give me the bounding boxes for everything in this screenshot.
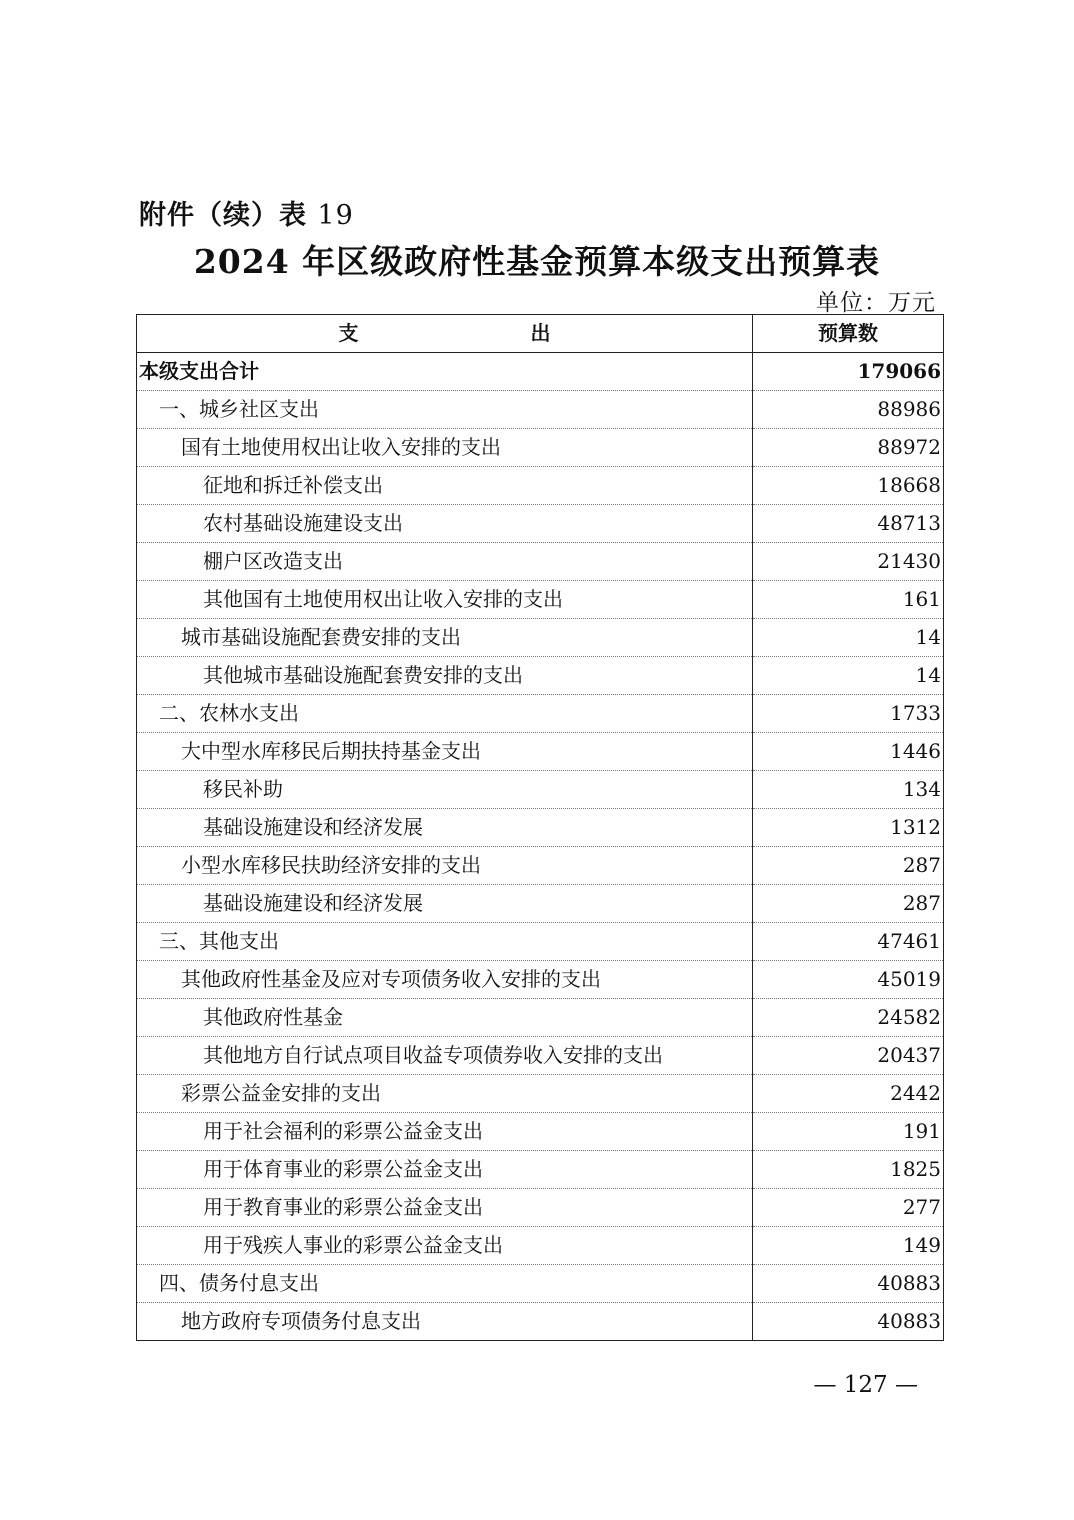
column-header-expenditure-part2: 出 [530, 321, 551, 345]
table-row [137, 1189, 944, 1227]
column-header-expenditure-part1: 支 [338, 321, 359, 345]
table-row [137, 1227, 944, 1265]
table-row [137, 429, 944, 467]
table-row [137, 961, 944, 999]
table-row [137, 619, 944, 657]
row-item-name: 国有土地使用权出让收入安排的支出 [137, 429, 753, 467]
row-item-name: 其他城市基础设施配套费安排的支出 [137, 657, 753, 695]
row-budget-value: 14 [753, 657, 944, 695]
attachment-number: 19 [317, 200, 354, 231]
row-item-name: 用于教育事业的彩票公益金支出 [137, 1189, 753, 1227]
row-budget-value: 287 [753, 847, 944, 885]
row-item-name: 用于残疾人事业的彩票公益金支出 [137, 1227, 753, 1265]
row-item-name: 小型水库移民扶助经济安排的支出 [137, 847, 753, 885]
table-row [137, 809, 944, 847]
table-row [137, 467, 944, 505]
table-header-row [137, 315, 944, 353]
row-budget-value: 179066 [753, 353, 944, 391]
row-item-name: 其他地方自行试点项目收益专项债券收入安排的支出 [137, 1037, 753, 1075]
row-item-name: 其他政府性基金及应对专项债务收入安排的支出 [137, 961, 753, 999]
table-row [137, 923, 944, 961]
row-item-name: 地方政府专项债务付息支出 [137, 1303, 753, 1341]
unit-label: 单位：万元 [816, 290, 936, 316]
row-item-name: 移民补助 [137, 771, 753, 809]
row-item-name: 征地和拆迁补偿支出 [137, 467, 753, 505]
table-row [137, 657, 944, 695]
row-item-name: 用于社会福利的彩票公益金支出 [137, 1113, 753, 1151]
table-row [137, 353, 944, 391]
row-budget-value: 2442 [753, 1075, 944, 1113]
table-row [137, 505, 944, 543]
row-budget-value: 1446 [753, 733, 944, 771]
table-row [137, 1303, 944, 1341]
row-item-name: 其他政府性基金 [137, 999, 753, 1037]
table-row [137, 391, 944, 429]
table-row [137, 1037, 944, 1075]
row-item-name: 用于体育事业的彩票公益金支出 [137, 1151, 753, 1189]
row-budget-value: 1312 [753, 809, 944, 847]
row-budget-value: 47461 [753, 923, 944, 961]
row-item-name: 基础设施建设和经济发展 [137, 809, 753, 847]
row-budget-value: 134 [753, 771, 944, 809]
row-budget-value: 277 [753, 1189, 944, 1227]
row-budget-value: 161 [753, 581, 944, 619]
row-budget-value: 21430 [753, 543, 944, 581]
table-row [137, 581, 944, 619]
row-budget-value: 1733 [753, 695, 944, 733]
row-item-name: 彩票公益金安排的支出 [137, 1075, 753, 1113]
table-row [137, 847, 944, 885]
row-item-name: 四、债务付息支出 [137, 1265, 753, 1303]
table-row [137, 695, 944, 733]
row-budget-value: 88986 [753, 391, 944, 429]
table-row [137, 1265, 944, 1303]
document-title: 2024 年区级政府性基金预算本级支出预算表 [193, 242, 881, 281]
row-item-name: 城市基础设施配套费安排的支出 [137, 619, 753, 657]
row-budget-value: 40883 [753, 1303, 944, 1341]
table-row [137, 733, 944, 771]
row-budget-value: 24582 [753, 999, 944, 1037]
row-item-name: 大中型水库移民后期扶持基金支出 [137, 733, 753, 771]
table-row [137, 885, 944, 923]
row-budget-value: 48713 [753, 505, 944, 543]
table-row [137, 1151, 944, 1189]
row-item-name: 棚户区改造支出 [137, 543, 753, 581]
attachment-label-text: 附件（续）表 [139, 200, 307, 231]
page-number: — 127 — [813, 1372, 918, 1398]
table-row [137, 1075, 944, 1113]
table-row [137, 999, 944, 1037]
budget-table [136, 314, 944, 1341]
row-budget-value: 14 [753, 619, 944, 657]
column-header-budget: 预算数 [753, 315, 944, 353]
table-row [137, 771, 944, 809]
row-item-name: 农村基础设施建设支出 [137, 505, 753, 543]
row-item-name: 二、农林水支出 [137, 695, 753, 733]
row-budget-value: 45019 [753, 961, 944, 999]
row-budget-value: 287 [753, 885, 944, 923]
table-body [137, 353, 944, 1341]
row-budget-value: 88972 [753, 429, 944, 467]
row-budget-value: 20437 [753, 1037, 944, 1075]
row-item-name: 本级支出合计 [137, 353, 753, 391]
row-item-name: 基础设施建设和经济发展 [137, 885, 753, 923]
row-item-name: 一、城乡社区支出 [137, 391, 753, 429]
row-budget-value: 149 [753, 1227, 944, 1265]
attachment-label [139, 193, 354, 232]
row-budget-value: 18668 [753, 467, 944, 505]
column-header-expenditure [137, 315, 753, 353]
table-row [137, 1113, 944, 1151]
row-item-name: 三、其他支出 [137, 923, 753, 961]
row-budget-value: 191 [753, 1113, 944, 1151]
row-budget-value: 40883 [753, 1265, 944, 1303]
table-row [137, 543, 944, 581]
row-budget-value: 1825 [753, 1151, 944, 1189]
row-item-name: 其他国有土地使用权出让收入安排的支出 [137, 581, 753, 619]
